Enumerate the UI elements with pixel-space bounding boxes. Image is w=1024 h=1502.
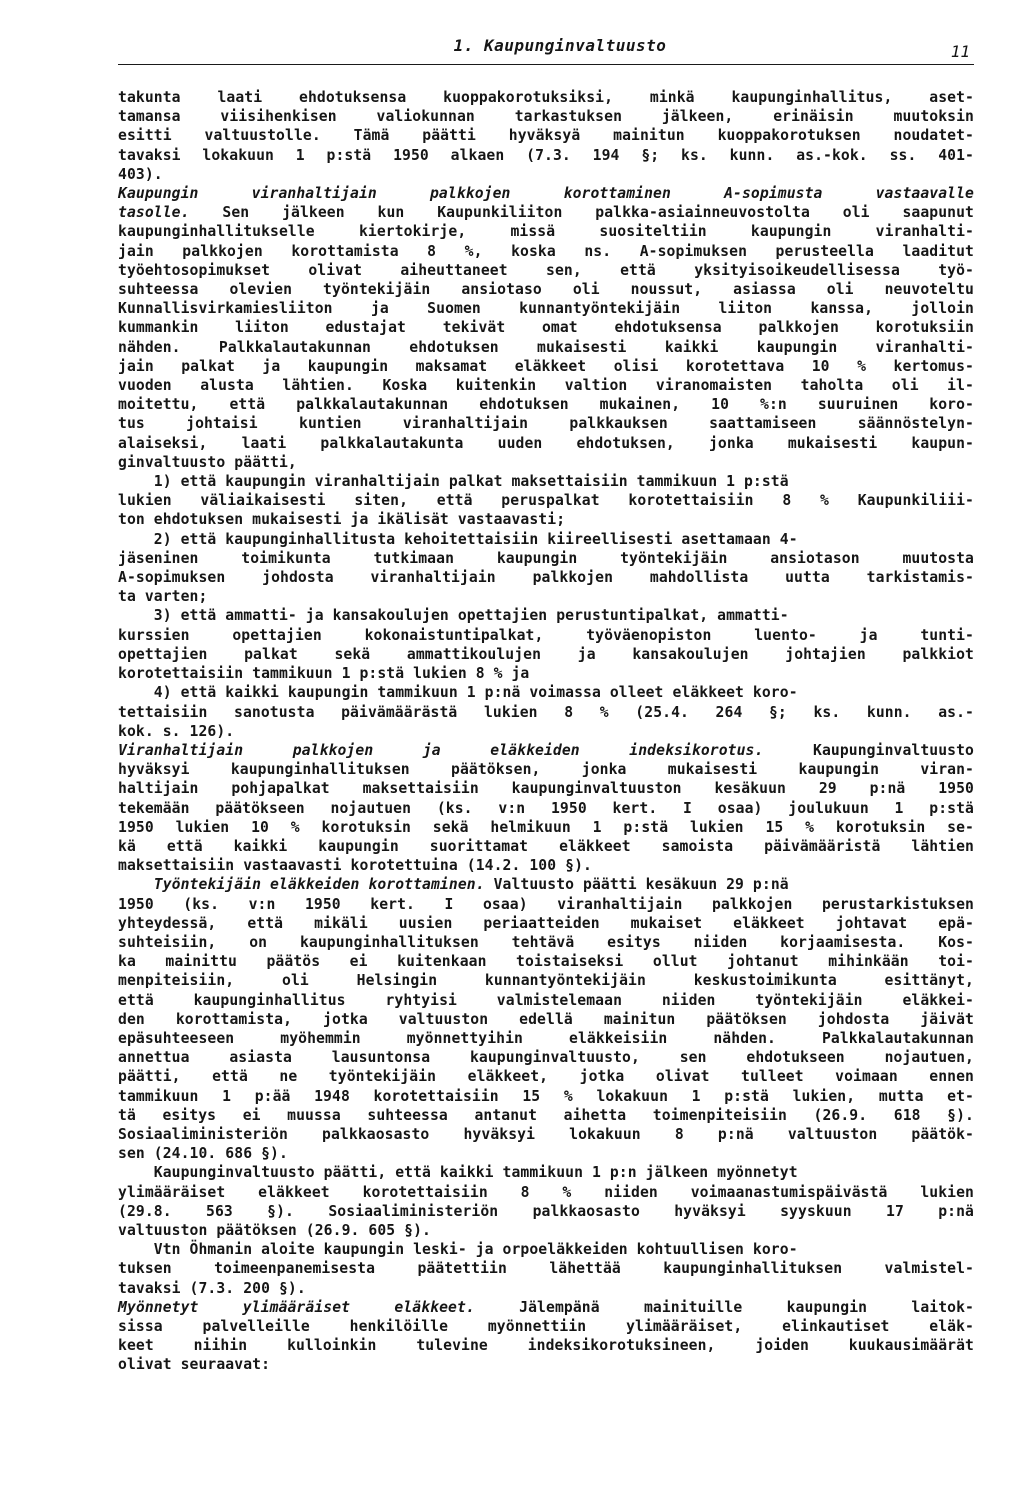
- text-line: [118, 1010, 974, 1029]
- line-text: sen (24.10. 686 §).: [118, 1145, 288, 1163]
- text-line: [118, 1202, 974, 1221]
- line-text: moitettu, että palkkalautakunnan ehdotuksen mukainen, 10 %:n suuruinen koro-: [118, 396, 974, 414]
- text-line: [118, 991, 974, 1010]
- line-text: esitti valtuustolle. Tämä päätti hyväksyä mainitun kuoppakorotuksen noudatet-: [118, 127, 974, 145]
- line-text: ylimääräiset eläkkeet korotettaisiin 8 % niiden voimaanastumispäivästä lukien: [118, 1183, 974, 1201]
- line-text: A-sopimuksen johdosta viranhaltijain palkkojen mahdollista uutta tarkistamis-: [118, 569, 974, 587]
- text-line: [118, 242, 974, 261]
- text-line: [118, 203, 974, 222]
- text-line: [118, 299, 974, 318]
- section-heading: tasolle.: [118, 204, 190, 222]
- line-text: tuksen toimeenpanemisesta päätettiin lähettää kaupunginhallituksen valmistel-: [118, 1260, 974, 1278]
- text-line: [118, 376, 974, 395]
- text-line: [118, 760, 974, 779]
- line-text: päätti, että ne työntekijäin eläkkeet, jotka olivat tulleet voimaan ennen: [118, 1068, 974, 1086]
- text-line: [118, 1144, 974, 1163]
- line-text: 1950 (ks. v:n 1950 kert. I osaa) viranhaltijain palkkojen perustarkistuksen: [118, 895, 974, 913]
- line-text: 1) että kaupungin viranhaltijain palkat maksettaisiin tammikuun 1 p:stä: [118, 473, 789, 491]
- line-text: nähden. Palkkalautakunnan ehdotuksen mukaisesti kaikki kaupungin viranhalti-: [118, 338, 974, 356]
- line-text: maksettaisiin vastaavasti korotettuina (14.2. 100 §).: [118, 857, 592, 875]
- line-text: kä että kaikki kaupungin suorittamat eläkkeet samoista päivämääristä lähtien: [118, 837, 974, 855]
- line-text: suhteisiin, on kaupunginhallituksen tehtävä esitys niiden korjaamisesta. Kos-: [118, 933, 974, 951]
- text-line: [118, 818, 974, 837]
- section-heading: Myönnetyt ylimääräiset eläkkeet.: [118, 1298, 475, 1316]
- text-line: [118, 491, 974, 510]
- text-line: [118, 510, 974, 529]
- line-text: kaupunginhallitukselle kiertokirje, missä suositeltiin kaupungin viranhalti-: [118, 223, 974, 241]
- text-line: [118, 722, 974, 741]
- text-line: [118, 107, 974, 126]
- line-text: alaiseksi, laati palkkalautakunta uuden ehdotuksen, jonka mukaisesti kaupun-: [118, 434, 974, 452]
- text-line: [118, 222, 974, 241]
- text-line: [118, 146, 974, 165]
- text-line: [118, 683, 974, 702]
- running-title: 1. Kaupunginvaltuusto: [453, 36, 667, 55]
- line-text: Valtuusto päätti kesäkuun 29 p:nä: [484, 876, 789, 894]
- text-line: [118, 971, 974, 990]
- text-line: [118, 1183, 974, 1202]
- line-text: menpiteisiin, oli Helsingin kunnantyöntekijäin keskustoimikunta esittänyt,: [118, 972, 974, 990]
- text-line: [118, 741, 974, 760]
- line-text: tekemään päätökseen nojautuen (ks. v:n 1950 kert. I osaa) joulukuun 1 p:stä: [118, 799, 974, 817]
- line-text: 4) että kaikki kaupungin tammikuun 1 p:nä voimassa olleet eläkkeet koro-: [118, 684, 798, 702]
- line-text: 3) että ammatti- ja kansakoulujen opettajien perustuntipalkat, ammatti-: [118, 607, 789, 625]
- text-line: [118, 952, 974, 971]
- line-text: opettajien palkat sekä ammattikoulujen ja kansakoulujen johtajien palkkiot: [118, 645, 974, 663]
- text-line: [118, 587, 974, 606]
- text-line: [118, 395, 974, 414]
- text-line: [118, 799, 974, 818]
- line-text: Sen jälkeen kun Kaupunkiliiton palkka-asiainneuvostolta oli saapunut: [189, 204, 974, 222]
- text-line: [118, 549, 974, 568]
- line-text: Kunnallisvirkamiesliiton ja Suomen kunnantyöntekijäin liiton kanssa, jolloin: [118, 300, 974, 318]
- text-line: [118, 703, 974, 722]
- text-line: [118, 338, 974, 357]
- text-line: [118, 280, 974, 299]
- line-text: 1950 lukien 10 % korotuksin sekä helmikuun 1 p:stä lukien 15 % korotuksin se-: [118, 818, 974, 836]
- running-header: [118, 36, 974, 72]
- text-line: [118, 606, 974, 625]
- text-line: [118, 1279, 974, 1298]
- line-text: tä esitys ei muussa suhteessa antanut aihetta toimenpiteisiin (26.9. 618 §).: [118, 1106, 974, 1124]
- text-line: [118, 837, 974, 856]
- text-line: [118, 1029, 974, 1048]
- line-text: vuoden alusta lähtien. Koska kuitenkin valtion viranomaisten taholta oli il-: [118, 377, 974, 395]
- line-text: olivat seuraavat:: [118, 1356, 271, 1374]
- text-line: [118, 1067, 974, 1086]
- section-heading: Työntekijäin eläkkeiden korottaminen.: [118, 876, 485, 894]
- section-heading: Viranhaltijain palkkojen ja eläkkeiden indeksikorotus.: [118, 741, 764, 759]
- text-line: [118, 914, 974, 933]
- text-line: [118, 126, 974, 145]
- line-text: kurssien opettajien kokonaistuntipalkat, työväenopiston luento- ja tunti-: [118, 626, 974, 644]
- text-line: [118, 568, 974, 587]
- line-text: Vtn Öhmanin aloite kaupungin leski- ja orpoeläkkeiden kohtuullisen koro-: [118, 1241, 798, 1259]
- line-text: tavaksi lokakuun 1 p:stä 1950 alkaen (7.3. 194 §; ks. kunn. as.-kok. ss. 401-: [118, 146, 974, 164]
- text-line: [118, 1259, 974, 1278]
- body-text: [118, 88, 974, 1375]
- text-line: [118, 664, 974, 683]
- line-text: annettua asiasta lausuntonsa kaupunginvaltuusto, sen ehdotukseen nojautuen,: [118, 1049, 974, 1067]
- line-text: ta varten;: [118, 588, 208, 606]
- text-line: [118, 1355, 974, 1374]
- line-text: epäsuhteeseen myöhemmin myönnettyihin eläkkeisiin nähden. Palkkalautakunnan: [118, 1029, 974, 1047]
- text-line: [118, 856, 974, 875]
- line-text: tammikuun 1 p:ää 1948 korotettaisiin 15 % lokakuun 1 p:stä lukien, mutta et-: [118, 1087, 974, 1105]
- line-text: sissa palvelleille henkilöille myönnettiin ylimääräiset, elinkautiset eläk-: [118, 1318, 974, 1335]
- text-line: [118, 1163, 974, 1182]
- text-line: [118, 1087, 974, 1106]
- line-text: valtuuston päätöksen (26.9. 605 §).: [118, 1221, 431, 1239]
- line-text: 403).: [118, 165, 163, 183]
- line-text: korotettaisiin tammikuun 1 p:stä lukien 8 % ja: [118, 665, 530, 683]
- line-text: takunta laati ehdotuksensa kuoppakorotuksiksi, minkä kaupunginhallitus, aset-: [118, 89, 974, 106]
- text-line: [118, 875, 974, 894]
- line-text: keet niihin kulloinkin tulevine indeksikorotuksineen, joiden kuukausimäärät: [118, 1337, 974, 1355]
- line-text: 2) että kaupunginhallitusta kehoitettaisiin kiireellisesti asettamaan 4-: [118, 530, 798, 548]
- line-text: lukien väliaikaisesti siten, että peruspalkat korotettaisiin 8 % Kaupunkiliii-: [118, 492, 974, 510]
- text-line: [118, 414, 974, 433]
- text-line: [118, 261, 974, 280]
- line-text: Sosiaaliministeriön palkkaosasto hyväksyi lokakuun 8 p:nä valtuuston päätök-: [118, 1125, 974, 1143]
- line-text: jain palkat ja kaupungin maksamat eläkkeet olisi korotettava 10 % kertomus-: [118, 357, 974, 375]
- text-line: [118, 1106, 974, 1125]
- text-line: [118, 626, 974, 645]
- line-text: jäseninen toimikunta tutkimaan kaupungin työntekijäin ansiotason muutosta: [118, 549, 974, 567]
- line-text: hyväksyi kaupunginhallituksen päätöksen, jonka mukaisesti kaupungin viran-: [118, 761, 974, 779]
- line-text: Kaupunginvaltuusto: [763, 741, 974, 759]
- line-text: tavaksi (7.3. 200 §).: [118, 1279, 306, 1297]
- line-text: työehtosopimukset olivat aiheuttaneet sen, että yksityisoikeudellisessa työ-: [118, 261, 974, 279]
- header-rule: [118, 64, 974, 65]
- line-text: ka mainittu päätös ei kuitenkaan toistaiseksi ollut johtanut mihinkään toi-: [118, 953, 974, 971]
- line-text: Kaupunginvaltuusto päätti, että kaikki tammikuun 1 p:n jälkeen myönnetyt: [118, 1164, 798, 1182]
- line-text: yhteydessä, että mikäli uusien periaatteiden mukaiset eläkkeet johtavat epä-: [118, 914, 974, 932]
- text-line: [118, 1298, 974, 1317]
- text-line: [118, 933, 974, 952]
- line-text: että kaupunginhallitus ryhtyisi valmistelemaan niiden työntekijäin eläkkei-: [118, 991, 974, 1009]
- text-line: [118, 1240, 974, 1259]
- text-line: [118, 1048, 974, 1067]
- line-text: tettaisiin sanotusta päivämäärästä lukien 8 % (25.4. 264 §; ks. kunn. as.-: [118, 703, 974, 721]
- line-text: (29.8. 563 §). Sosiaaliministeriön palkkaosasto hyväksyi syyskuun 17 p:nä: [118, 1202, 974, 1220]
- text-line: [118, 1336, 974, 1355]
- section-heading: Kaupungin viranhaltijain palkkojen korottaminen A-sopimusta vastaavalle: [118, 185, 974, 203]
- line-text: ton ehdotuksen mukaisesti ja ikälisät vastaavasti;: [118, 511, 566, 529]
- text-line: [118, 530, 974, 549]
- line-text: kok. s. 126).: [118, 722, 235, 740]
- text-line: [118, 472, 974, 491]
- line-text: haltijain pohjapalkat maksettaisiin kaupunginvaltuuston kesäkuun 29 p:nä 1950: [118, 780, 974, 798]
- line-text: den korottamista, jotka valtuuston edellä mainitun päätöksen johdosta jäivät: [118, 1010, 974, 1028]
- text-line: [118, 779, 974, 798]
- text-line: [118, 357, 974, 376]
- text-line: [118, 88, 974, 107]
- line-text: suhteessa olevien työntekijäin ansiotaso oli noussut, asiassa oli neuvoteltu: [118, 281, 974, 299]
- line-text: kummankin liiton edustajat tekivät omat ehdotuksensa palkkojen korotuksiin: [118, 319, 974, 337]
- line-text: ginvaltuusto päätti,: [118, 453, 297, 471]
- text-line: [118, 318, 974, 337]
- text-line: [118, 1221, 974, 1240]
- text-line: [118, 434, 974, 453]
- text-line: [118, 645, 974, 664]
- text-line: [118, 165, 974, 184]
- text-line: [118, 895, 974, 914]
- line-text: Jälempänä mainituille kaupungin laitok-: [474, 1298, 974, 1316]
- line-text: tus johtaisi kuntien viranhaltijain palkkauksen saattamiseen säännöstelyn-: [118, 415, 974, 433]
- line-text: tamansa viisihenkisen valiokunnan tarkastuksen jälkeen, erinäisin muutoksin: [118, 108, 974, 126]
- text-line: [118, 453, 974, 472]
- line-text: jain palkkojen korottamista 8 %, koska ns. A-sopimuksen perusteella laaditut: [118, 242, 974, 260]
- text-line: [118, 184, 974, 203]
- page-number: 11: [950, 42, 970, 61]
- text-line: [118, 1317, 974, 1336]
- text-line: [118, 1125, 974, 1144]
